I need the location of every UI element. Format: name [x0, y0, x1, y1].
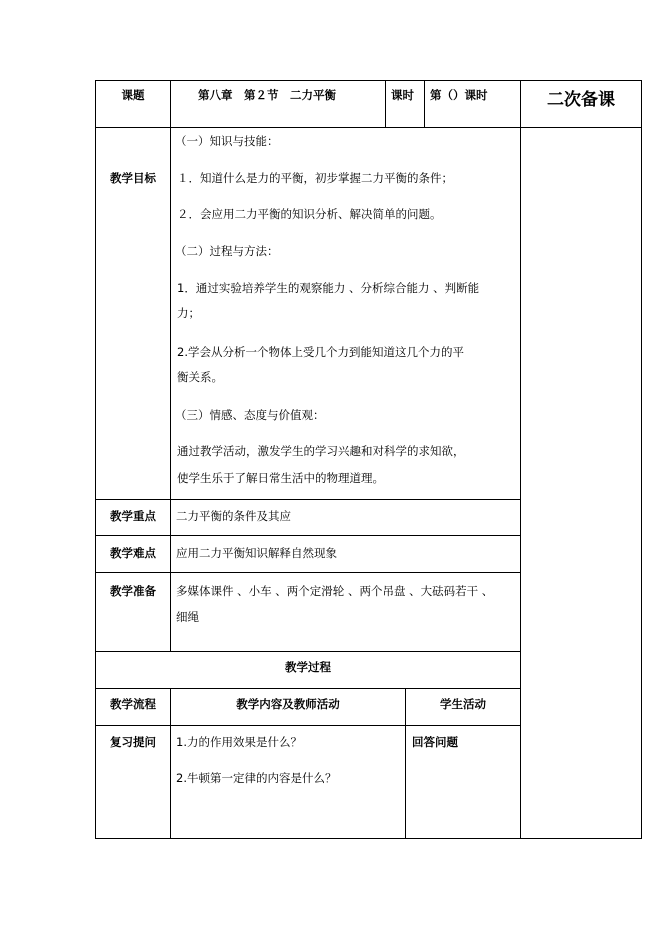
- period-label: 课时: [391, 88, 414, 102]
- process-item-1: 1．通过实验培养学生的观察能力 、分析综合能力 、判断能: [177, 281, 480, 295]
- table-border: [95, 838, 642, 839]
- col-content-header: 教学内容及教师活动: [236, 697, 340, 711]
- table-border: [95, 535, 520, 536]
- knowledge-item-1: １．知道什么是力的平衡，初步掌握二力平衡的条件；: [177, 171, 453, 185]
- process-item-2-cont: 衡关系。: [177, 370, 223, 384]
- objectives-label: 教学目标: [110, 171, 156, 185]
- table-border: [170, 80, 171, 651]
- table-border: [95, 127, 642, 128]
- process-heading: （二）过程与方法：: [175, 244, 279, 258]
- table-border: [424, 80, 425, 128]
- review-label: 复习提问: [110, 735, 156, 749]
- preparation-line-1: 多媒体课件 、小车 、两个定滑轮 、两个吊盘 、大砝码若干 、: [176, 584, 494, 598]
- process-item-1-cont: 力；: [177, 306, 200, 320]
- preparation-line-2: 细绳: [176, 610, 199, 624]
- table-border: [95, 80, 642, 81]
- attitude-line-1: 通过教学活动，激发学生的学习兴趣和对科学的求知欲，: [177, 444, 465, 458]
- key-point-value: 二力平衡的条件及其应: [176, 509, 291, 523]
- table-border: [95, 725, 520, 726]
- table-border: [95, 572, 520, 573]
- topic-label: 课题: [121, 88, 145, 102]
- review-student-activity: 回答问题: [412, 735, 458, 749]
- knowledge-item-2: ２．会应用二力平衡的知识分析、解决简单的问题。: [177, 207, 442, 221]
- period-value: 第（）课时: [430, 88, 488, 102]
- table-border: [385, 80, 386, 128]
- table-border: [520, 80, 521, 839]
- review-question-2: 2.牛顿第一定律的内容是什么？: [176, 771, 337, 785]
- table-border: [95, 499, 520, 500]
- difficulty-label: 教学难点: [110, 546, 156, 560]
- table-border: [641, 80, 642, 839]
- col-flow-header: 教学流程: [110, 697, 156, 711]
- review-question-1: 1.力的作用效果是什么？: [176, 735, 302, 749]
- side-title: 二次备课: [547, 90, 615, 110]
- col-student-header: 学生活动: [440, 697, 486, 711]
- attitude-line-2: 使学生乐于了解日常生活中的物理道理。: [177, 471, 384, 485]
- table-border: [95, 688, 520, 689]
- key-point-label: 教学重点: [110, 509, 156, 523]
- process-title: 教学过程: [285, 660, 331, 674]
- topic-value: 第八章 第２节 二力平衡: [198, 88, 336, 102]
- difficulty-value: 应用二力平衡知识解释自然现象: [176, 546, 337, 560]
- process-item-2: 2.学会从分析一个物体上受几个力到能知道这几个力的平: [177, 345, 464, 359]
- attitude-heading: （三）情感、态度与价值观：: [175, 408, 325, 422]
- table-border: [95, 651, 520, 652]
- knowledge-heading: （一）知识与技能：: [175, 134, 279, 148]
- table-border: [95, 80, 96, 839]
- preparation-label: 教学准备: [110, 584, 156, 598]
